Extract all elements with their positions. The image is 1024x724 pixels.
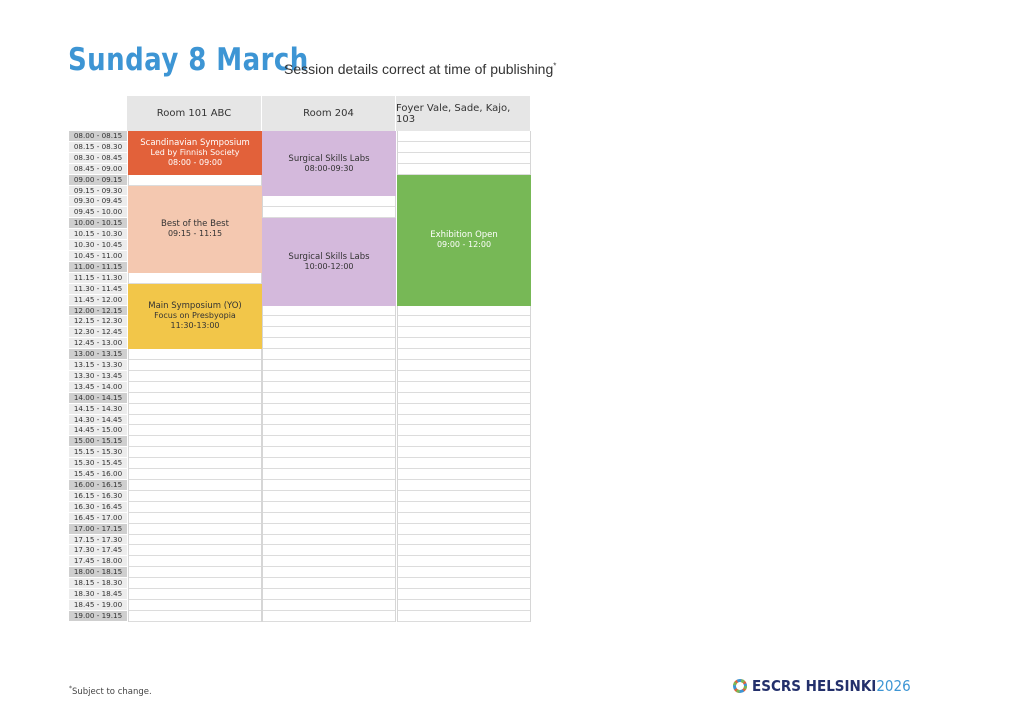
time-slot-label: 10.15 - 10.30 <box>69 229 127 240</box>
grid-cell <box>263 611 395 622</box>
grid-cell <box>129 600 261 611</box>
grid-cell <box>263 589 395 600</box>
grid-cell <box>398 371 530 382</box>
grid-cell <box>129 273 261 284</box>
session-title: Surgical Skills Labs <box>288 153 370 164</box>
session-detail: 08:00 - 09:00 <box>167 157 223 167</box>
logo-year: 2026 <box>876 677 911 695</box>
footnote <box>69 685 152 697</box>
grid-cell <box>263 535 395 546</box>
time-slot-label: 11.00 - 11.15 <box>69 262 127 273</box>
time-slot-label: 08.00 - 08.15 <box>69 131 127 142</box>
grid-cell <box>129 480 261 491</box>
time-slot-label: 16.00 - 16.15 <box>69 480 127 491</box>
session-detail: 10:00-12:00 <box>304 261 354 271</box>
grid-cell <box>398 425 530 436</box>
grid-cell <box>129 447 261 458</box>
grid-cell <box>263 513 395 524</box>
grid-cell <box>129 415 261 426</box>
time-slot-label: 14.30 - 14.45 <box>69 415 127 426</box>
time-slot-label: 17.45 - 18.00 <box>69 556 127 567</box>
time-slot-label: 15.15 - 15.30 <box>69 447 127 458</box>
grid-cell <box>263 404 395 415</box>
session-detail: 09:15 - 11:15 <box>167 229 223 239</box>
grid-cell <box>129 611 261 622</box>
time-slot-label: 09.00 - 09.15 <box>69 175 127 186</box>
escrs-logo <box>732 677 928 695</box>
grid-cell <box>263 567 395 578</box>
room-header-1: Room 101 ABC <box>127 96 262 131</box>
grid-cell <box>398 469 530 480</box>
grid-cell <box>129 535 261 546</box>
grid-cell <box>263 207 395 218</box>
grid-cell <box>129 458 261 469</box>
grid-cell <box>129 545 261 556</box>
grid-cell <box>129 393 261 404</box>
grid-cell <box>129 524 261 535</box>
time-slot-label: 09.30 - 09.45 <box>69 196 127 207</box>
session-block[interactable] <box>128 131 262 175</box>
grid-cell <box>129 502 261 513</box>
grid-cell <box>398 545 530 556</box>
time-slot-label: 16.15 - 16.30 <box>69 491 127 502</box>
grid-cell <box>263 316 395 327</box>
grid-cell <box>398 360 530 371</box>
grid-cell <box>398 338 530 349</box>
time-slot-label: 12.00 - 12.15 <box>69 306 127 317</box>
grid-cell <box>129 513 261 524</box>
time-slot-label: 14.15 - 14.30 <box>69 404 127 415</box>
grid-cell <box>398 556 530 567</box>
grid-cell <box>263 306 395 317</box>
grid-cell <box>398 306 530 317</box>
grid-cell <box>263 491 395 502</box>
time-slot-label: 12.45 - 13.00 <box>69 338 127 349</box>
time-slot-label: 11.30 - 11.45 <box>69 284 127 295</box>
grid-cell <box>263 600 395 611</box>
session-detail: 11:30-13:00 <box>170 321 220 331</box>
grid-cell <box>129 349 261 360</box>
time-slot-label: 19.00 - 19.15 <box>69 611 127 622</box>
grid-cell <box>398 404 530 415</box>
time-slot-label: 08.45 - 09.00 <box>69 164 127 175</box>
grid-cell <box>263 458 395 469</box>
grid-cell <box>398 349 530 360</box>
time-slot-label: 12.30 - 12.45 <box>69 327 127 338</box>
room-header-3: Foyer Vale, Sade, Kajo, 103 <box>396 96 531 131</box>
grid-cell <box>398 382 530 393</box>
grid-cell <box>398 458 530 469</box>
grid-cell <box>398 513 530 524</box>
grid-cell <box>263 196 395 207</box>
grid-cell <box>129 425 261 436</box>
room-column-2 <box>262 131 396 622</box>
logo-name: ESCRS HELSINKI <box>752 677 877 695</box>
grid-cell <box>263 545 395 556</box>
session-title: Scandinavian Symposium <box>140 137 250 148</box>
grid-cell <box>398 480 530 491</box>
footnote-text: Subject to change. <box>72 686 152 697</box>
time-slot-label: 09.15 - 09.30 <box>69 186 127 197</box>
subtitle-footnote-mark: * <box>553 61 557 71</box>
grid-cell <box>263 371 395 382</box>
grid-cell <box>263 425 395 436</box>
grid-cell <box>129 491 261 502</box>
session-block[interactable] <box>262 218 396 305</box>
grid-cell <box>263 480 395 491</box>
grid-cell <box>398 589 530 600</box>
time-slot-label: 11.45 - 12.00 <box>69 295 127 306</box>
time-slot-label: 13.30 - 13.45 <box>69 371 127 382</box>
grid-cell <box>129 589 261 600</box>
grid-cell <box>129 556 261 567</box>
session-detail: 08:00-09:30 <box>304 163 354 173</box>
grid-cell <box>263 338 395 349</box>
grid-cell <box>398 578 530 589</box>
page-subtitle <box>284 61 556 77</box>
page-title: Sunday 8 March <box>68 42 309 78</box>
time-slot-label: 18.30 - 18.45 <box>69 589 127 600</box>
grid-cell <box>263 393 395 404</box>
grid-cell <box>129 578 261 589</box>
grid-cell <box>398 316 530 327</box>
time-slot-label: 10.45 - 11.00 <box>69 251 127 262</box>
grid-cell <box>263 578 395 589</box>
time-slot-label: 18.45 - 19.00 <box>69 600 127 611</box>
time-slot-label: 08.15 - 08.30 <box>69 142 127 153</box>
grid-cell <box>263 469 395 480</box>
grid-cell <box>129 469 261 480</box>
time-slot-label: 15.45 - 16.00 <box>69 469 127 480</box>
session-block[interactable] <box>262 131 396 196</box>
time-slot-label: 11.15 - 11.30 <box>69 273 127 284</box>
grid-cell <box>263 556 395 567</box>
grid-cell <box>398 131 530 142</box>
grid-cell <box>398 142 530 153</box>
time-slot-label: 15.30 - 15.45 <box>69 458 127 469</box>
session-title: Main Symposium (YO) <box>148 301 242 312</box>
grid-cell <box>398 611 530 622</box>
grid-cell <box>263 327 395 338</box>
time-slot-label: 18.15 - 18.30 <box>69 578 127 589</box>
grid-cell <box>398 600 530 611</box>
time-slot-label: 14.45 - 15.00 <box>69 425 127 436</box>
grid-cell <box>129 404 261 415</box>
escrs-ring-icon <box>732 678 748 694</box>
time-slot-label: 16.45 - 17.00 <box>69 513 127 524</box>
grid-cell <box>398 447 530 458</box>
grid-cell <box>263 360 395 371</box>
session-title: Best of the Best <box>161 219 229 230</box>
grid-cell <box>398 153 530 164</box>
time-slot-label: 09.45 - 10.00 <box>69 207 127 218</box>
time-slot-label: 13.00 - 13.15 <box>69 349 127 360</box>
grid-cell <box>129 360 261 371</box>
grid-cell <box>129 436 261 447</box>
grid-cell <box>398 535 530 546</box>
grid-cell <box>263 349 395 360</box>
grid-cell <box>398 415 530 426</box>
grid-cell <box>263 447 395 458</box>
time-slot-label: 18.00 - 18.15 <box>69 567 127 578</box>
session-detail: Focus on Presbyopia <box>154 311 236 321</box>
session-block[interactable] <box>397 175 531 306</box>
grid-cell <box>263 436 395 447</box>
logo-text <box>752 677 911 695</box>
grid-cell <box>398 491 530 502</box>
footnote-mark: * <box>69 685 72 692</box>
grid-cell <box>263 415 395 426</box>
grid-cell <box>398 567 530 578</box>
grid-cell <box>398 436 530 447</box>
session-block[interactable] <box>128 284 262 349</box>
grid-cell <box>129 567 261 578</box>
session-title: Exhibition Open <box>430 230 498 241</box>
time-slot-label: 10.00 - 10.15 <box>69 218 127 229</box>
time-slot-label: 14.00 - 14.15 <box>69 393 127 404</box>
grid-cell <box>263 382 395 393</box>
time-column <box>69 131 127 622</box>
grid-cell <box>398 524 530 535</box>
time-slot-label: 08.30 - 08.45 <box>69 153 127 164</box>
session-block[interactable] <box>128 186 262 273</box>
grid-cell <box>263 502 395 513</box>
time-slot-label: 10.30 - 10.45 <box>69 240 127 251</box>
time-slot-label: 13.15 - 13.30 <box>69 360 127 371</box>
time-slot-label: 15.00 - 15.15 <box>69 436 127 447</box>
grid-cell <box>129 382 261 393</box>
time-slot-label: 17.00 - 17.15 <box>69 524 127 535</box>
subtitle-text: Session details correct at time of publishing <box>284 61 554 77</box>
grid-cell <box>263 524 395 535</box>
grid-cell <box>129 371 261 382</box>
grid-cell <box>398 393 530 404</box>
grid-cell <box>398 327 530 338</box>
grid-cell <box>398 502 530 513</box>
session-detail: 09:00 - 12:00 <box>436 240 492 250</box>
session-detail: Led by Finnish Society <box>150 147 240 157</box>
grid-cell <box>398 164 530 175</box>
room-header-2: Room 204 <box>262 96 396 131</box>
time-slot-label: 17.15 - 17.30 <box>69 535 127 546</box>
time-slot-label: 12.15 - 12.30 <box>69 316 127 327</box>
time-slot-label: 17.30 - 17.45 <box>69 545 127 556</box>
time-slot-label: 13.45 - 14.00 <box>69 382 127 393</box>
session-title: Surgical Skills Labs <box>288 251 370 262</box>
grid-cell <box>129 175 261 186</box>
time-slot-label: 16.30 - 16.45 <box>69 502 127 513</box>
